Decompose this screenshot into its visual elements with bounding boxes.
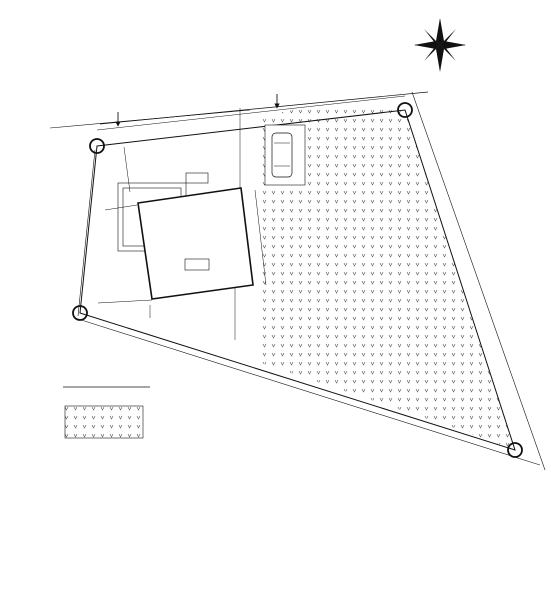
level-basement-box xyxy=(186,173,208,183)
level-ground-box xyxy=(185,259,209,270)
north-compass-icon xyxy=(414,18,466,72)
legend-green-swatch xyxy=(65,406,143,438)
car-icon xyxy=(265,125,305,185)
house-footprint xyxy=(138,188,253,299)
street-edge-top-inner xyxy=(50,110,250,128)
street-edge-left xyxy=(78,150,95,316)
